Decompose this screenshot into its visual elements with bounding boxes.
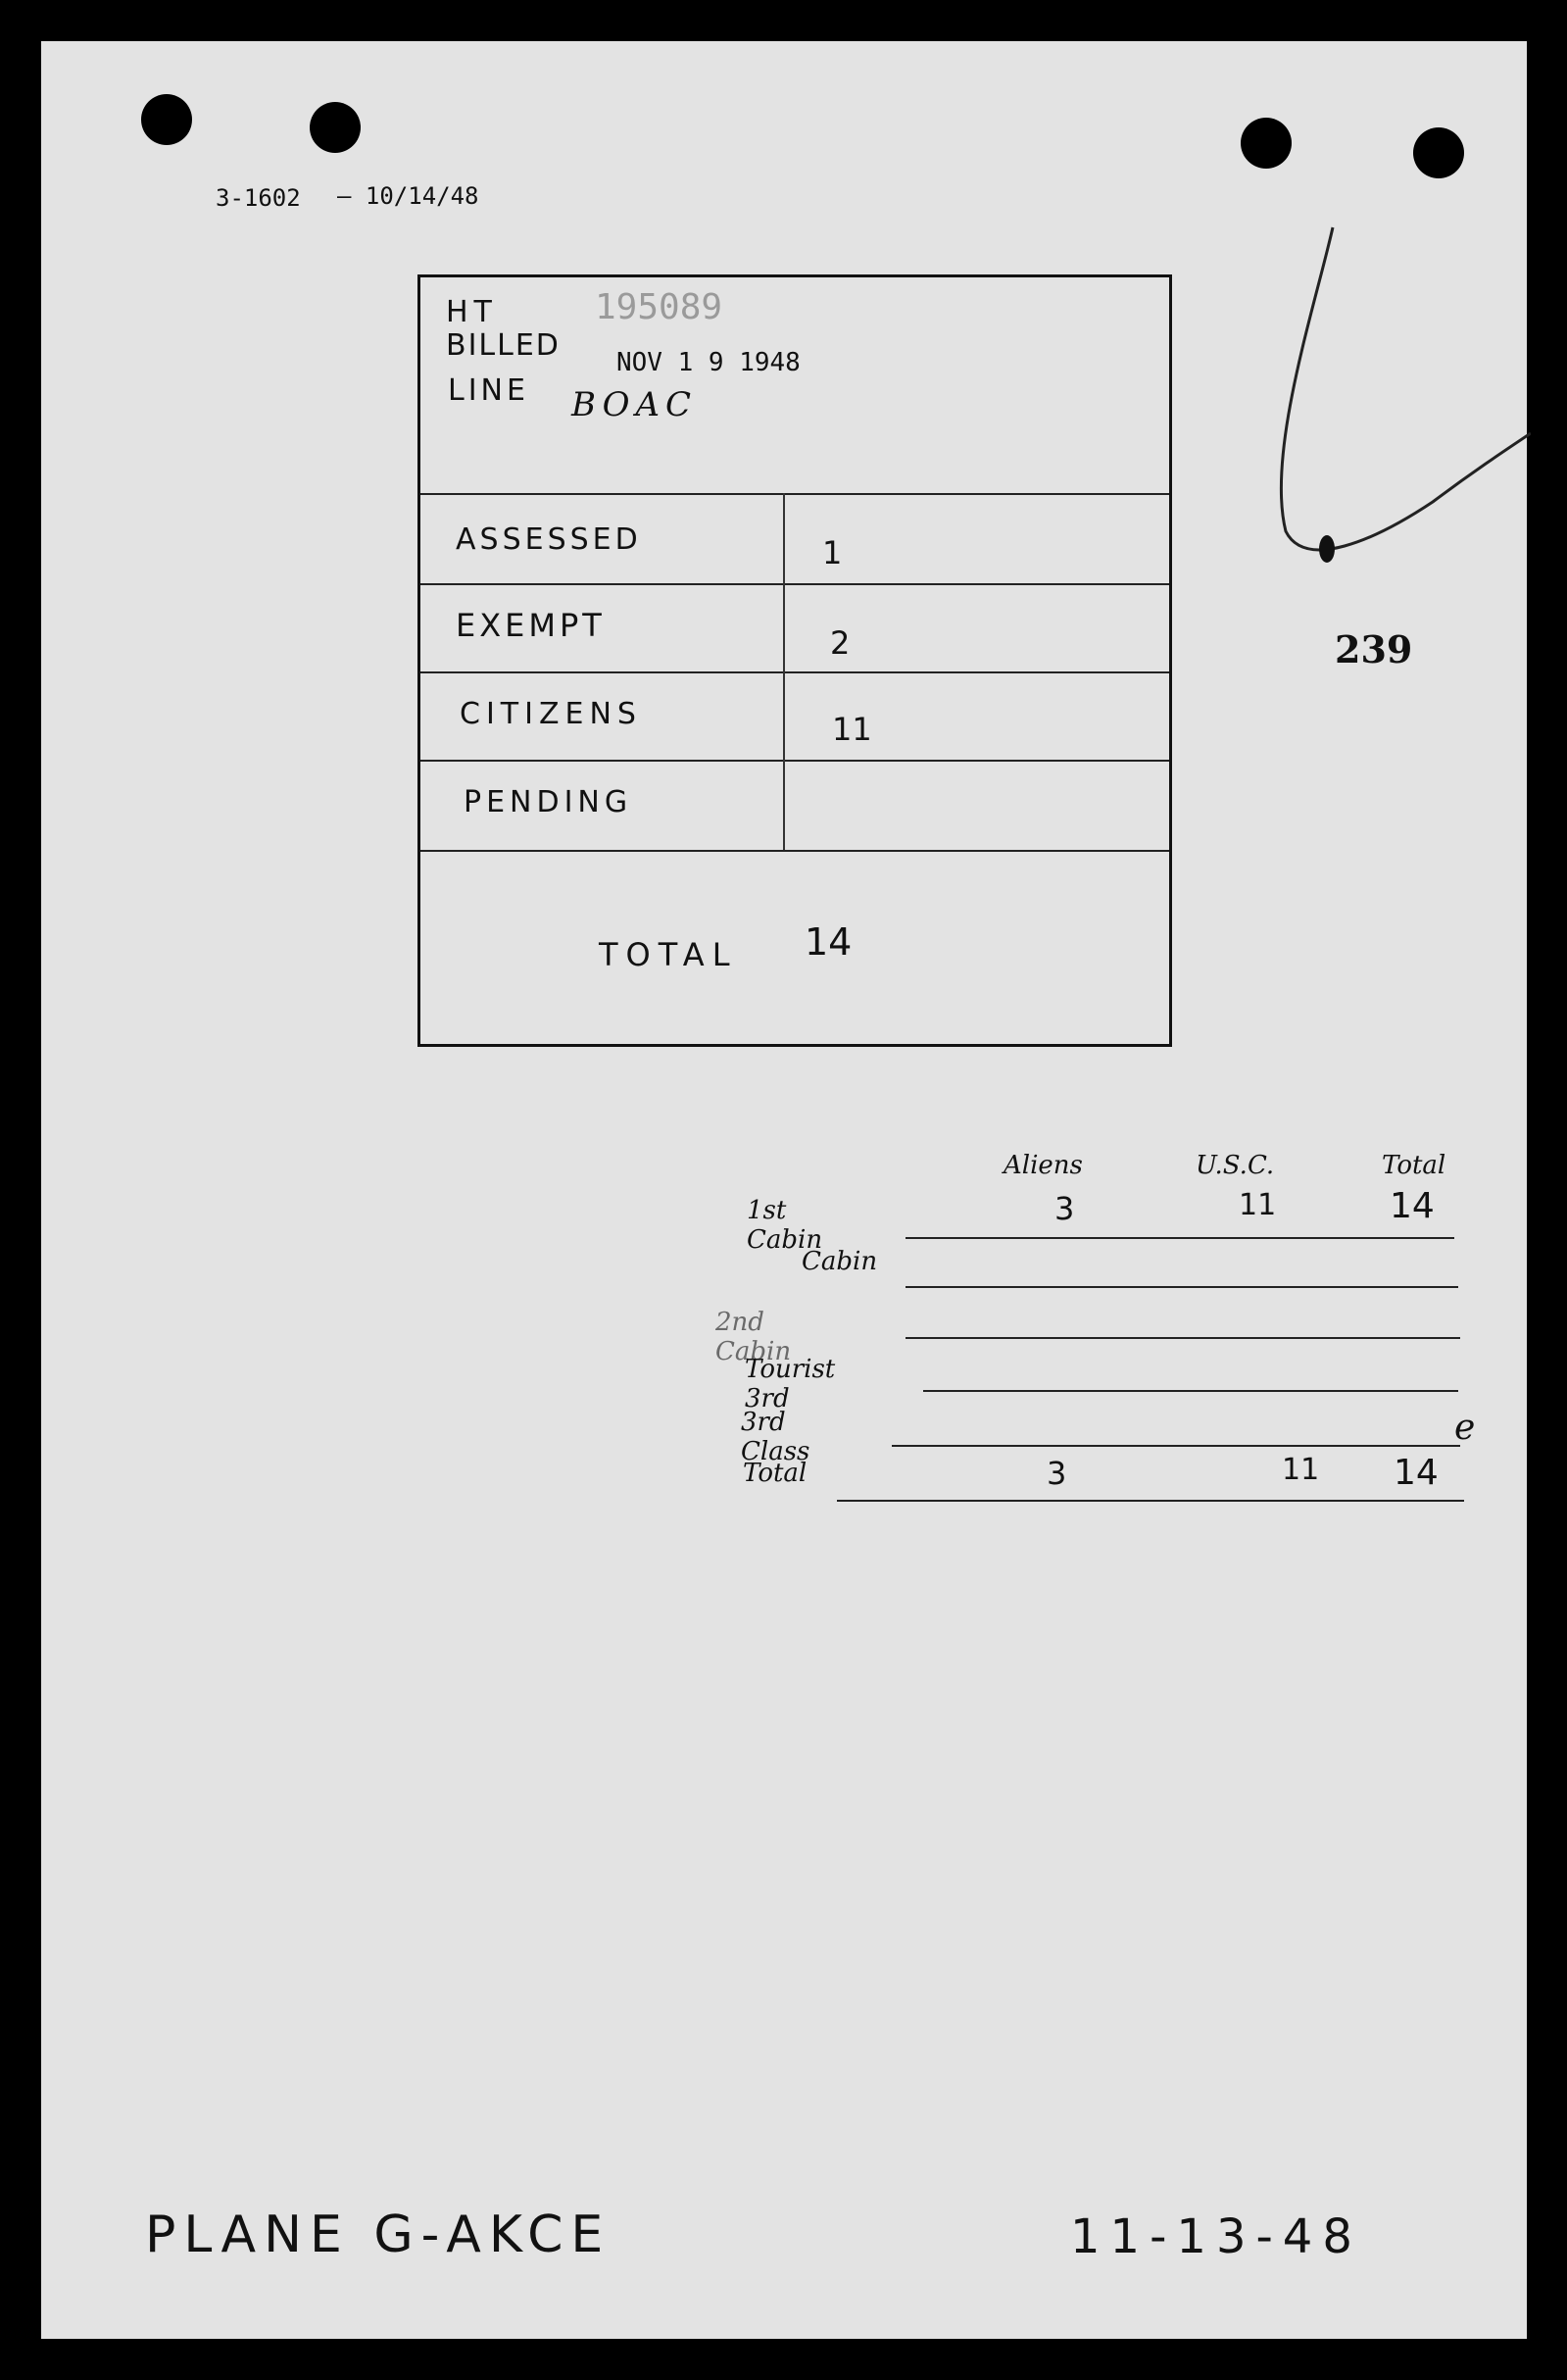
total-label: TOTAL: [599, 936, 738, 973]
class-row-line: [892, 1445, 1460, 1447]
form-id: 3-1602: [216, 184, 301, 212]
box-column-divider: [783, 493, 785, 850]
punch-hole-left-1: [141, 94, 192, 145]
class-row-label: 2nd Cabin: [715, 1308, 792, 1366]
class-row-line: [906, 1286, 1458, 1288]
class-row-usc: 11: [1239, 1188, 1277, 1222]
col-header-aliens: Aliens: [1004, 1151, 1083, 1180]
stamp-date: NOV 1 9 1948: [616, 348, 801, 377]
punch-hole-right-2: [1413, 127, 1464, 178]
box-divider-1: [420, 583, 1169, 585]
form-date: — 10/14/48: [337, 182, 479, 210]
class-total-label: Total: [743, 1459, 808, 1488]
billed-label: BILLED: [446, 328, 561, 363]
class-total-aliens: 3: [1047, 1455, 1067, 1492]
line-label: LINE: [448, 373, 529, 408]
ht-label: HT: [446, 295, 498, 329]
class-total-line: [837, 1500, 1464, 1502]
class-row-line: [923, 1390, 1458, 1392]
class-total-usc: 11: [1282, 1453, 1320, 1487]
class-row-label: Tourist 3rd: [745, 1355, 836, 1413]
row-value-exempt: 2: [830, 624, 851, 662]
class-row-label: 3rd Class: [741, 1408, 810, 1466]
box-divider-3: [420, 760, 1169, 762]
class-row-total: 14: [1390, 1186, 1435, 1226]
punch-hole-left-2: [310, 102, 361, 153]
row-label-assessed: ASSESSED: [456, 522, 642, 557]
plane-identifier: PLANE G-AKCE: [145, 2206, 612, 2264]
class-row-aliens: 3: [1054, 1190, 1075, 1227]
page-number: 239: [1335, 627, 1413, 671]
box-divider-top: [420, 493, 1169, 495]
row-label-exempt: EXEMPT: [456, 607, 606, 644]
row-value-assessed: 1: [822, 534, 843, 571]
class-row-label: 1st Cabin: [747, 1196, 823, 1255]
margin-mark: e: [1454, 1408, 1476, 1448]
footer-date: 11-13-48: [1070, 2209, 1362, 2264]
col-header-usc: U.S.C.: [1196, 1151, 1275, 1180]
class-row-label: Cabin: [802, 1247, 878, 1276]
punch-hole-right-1: [1241, 118, 1292, 169]
class-row-line: [906, 1237, 1454, 1239]
stamp-number: 195089: [595, 287, 723, 327]
row-label-citizens: CITIZENS: [460, 697, 642, 731]
class-row-line: [906, 1337, 1460, 1339]
total-value: 14: [805, 920, 853, 964]
line-value: BOAC: [571, 385, 698, 424]
box-divider-2: [420, 671, 1169, 673]
pencil-curve: [1207, 208, 1531, 600]
col-header-total: Total: [1382, 1151, 1446, 1180]
document-page: [41, 41, 1527, 2339]
summary-box: [417, 274, 1172, 1047]
row-value-citizens: 11: [832, 711, 872, 748]
class-total-total: 14: [1394, 1453, 1439, 1493]
box-divider-4: [420, 850, 1169, 852]
row-label-pending: PENDING: [464, 785, 633, 819]
